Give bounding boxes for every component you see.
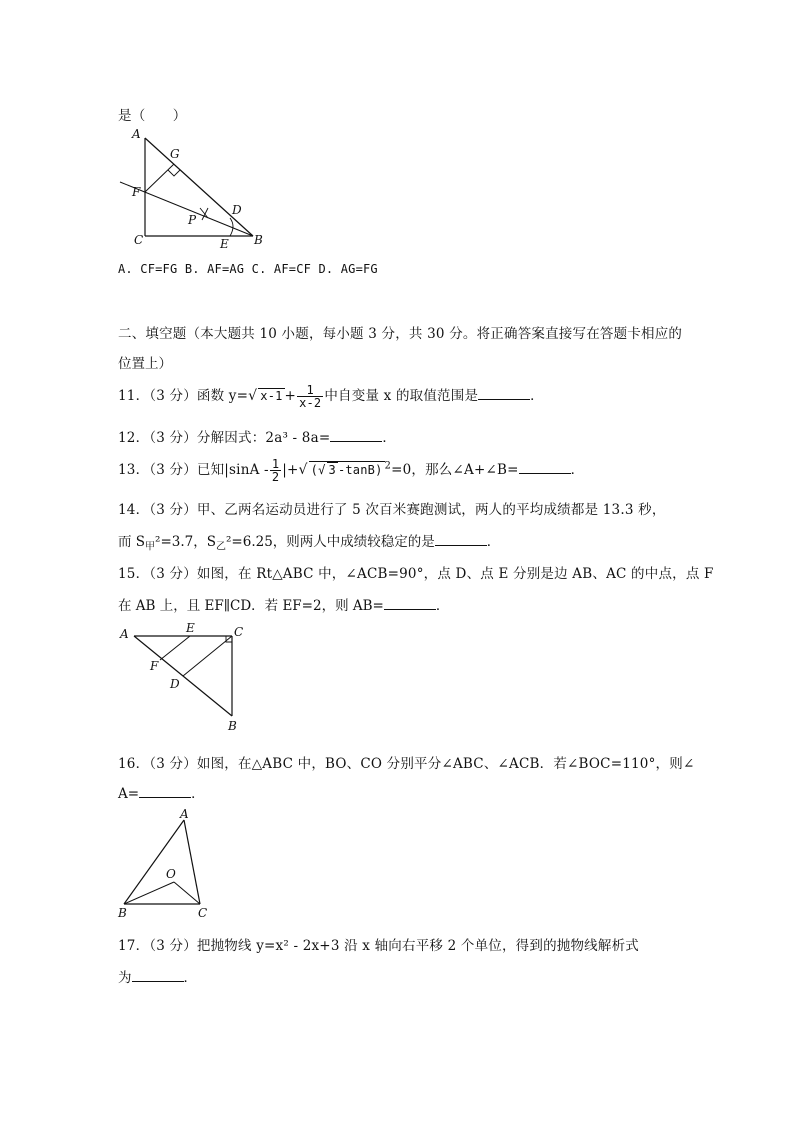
- q16-line2-text: A=: [118, 786, 140, 802]
- q13-fraction: [270, 458, 281, 483]
- q14-sub-yi: 乙: [216, 541, 226, 553]
- q13-sqrt-close: ): [375, 463, 383, 477]
- q13-power: 2: [384, 460, 392, 472]
- q13-inner-sqrt: 3: [328, 463, 336, 477]
- q10-label-g: G: [170, 147, 180, 161]
- q10-label-f: F: [132, 185, 141, 199]
- q14-line2: [118, 530, 500, 553]
- q15-segment-cd: [183, 636, 232, 676]
- q11-frac-num: 1: [297, 384, 323, 397]
- q15-answer-blank[interactable]: [384, 597, 436, 610]
- q16-side-ab: [124, 820, 184, 904]
- q10-label-d: D: [232, 203, 242, 217]
- q10-stem-tail: 是（ ）: [118, 108, 187, 124]
- q13-answer-blank[interactable]: [519, 461, 571, 474]
- q13-frac-num: 1: [271, 457, 280, 471]
- q14-line2-c: ²=6.25，则两人中成绩较稳定的是: [226, 534, 435, 550]
- q16-side-ac: [184, 820, 200, 904]
- q17-end: ．: [183, 970, 197, 986]
- q17-answer-blank[interactable]: [132, 969, 184, 982]
- q17-line1: 17．（3 分）把抛物线 y=x² - 2x+3 沿 x 轴向右平移 2 个单位，得到的抛物线解析式: [118, 938, 639, 954]
- q10-arc-p2: [202, 208, 208, 220]
- q13-prefix: 13．（3 分）已知|sinA -: [118, 462, 269, 478]
- q13-radical-sign: √: [298, 462, 308, 478]
- q11-sqrt-arg: x-1: [260, 389, 283, 403]
- q14-line2-a: 而 S: [118, 534, 146, 550]
- q16-answer-blank[interactable]: [139, 785, 191, 798]
- q16-label-b: B: [118, 906, 127, 920]
- q17-line2: [118, 966, 197, 986]
- q15-label-a: A: [120, 627, 129, 641]
- q11-suffix: 中自变量 x 的取值范围是: [324, 388, 479, 404]
- q12-prefix: 12．（3 分）分解因式：2a³ - 8a=: [118, 430, 331, 446]
- q15-end: ．: [435, 598, 450, 614]
- q16-figure: [114, 806, 224, 922]
- q14-line1: 14．（3 分）甲、乙两名运动员进行了 5 次百米赛跑测试，两人的平均成绩都是 13.3 秒，: [118, 502, 666, 518]
- q16-end: ．: [191, 786, 205, 802]
- q16-label-c: C: [198, 906, 208, 920]
- q15-label-f: F: [150, 659, 159, 673]
- q12: [118, 426, 396, 446]
- q13-outer-sqrt: [309, 461, 385, 477]
- q16-line1: 16．（3 分）如图，在△ABC 中，BO、CO 分别平分∠ABC、∠ACB．若∠BOC=110°，则∠: [118, 756, 695, 772]
- q16-label-a: A: [180, 807, 189, 821]
- q13-mid: |+: [282, 462, 299, 478]
- q13-inner-radical-sign: √: [318, 463, 326, 477]
- q11-end: ．: [530, 388, 544, 404]
- q13-suffix: =0，那么∠A+∠B=: [391, 462, 519, 478]
- q12-end: ．: [382, 430, 397, 446]
- q10-right-angle-g: [168, 170, 180, 176]
- q11-frac-den: x-2: [299, 396, 322, 410]
- q10-label-c: C: [134, 233, 144, 247]
- section2-title-line1: 二、填空题（本大题共 10 小题，每小题 3 分，共 30 分。将正确答案直接写在答题卡相应的: [118, 326, 683, 342]
- q13-sqrt-open: (: [310, 463, 319, 477]
- q15-label-c: C: [234, 625, 244, 639]
- q10-options: A. CF=FG B. AF=AG C. AF=CF D. AG=FG: [118, 262, 378, 276]
- q15-line1: 15．（3 分）如图，在 Rt△ABC 中，∠ACB=90°，点 D、点 E 分别是边 AB、AC 的中点，点 F: [118, 566, 714, 582]
- q13-frac-den: 2: [271, 470, 280, 484]
- q15-label-d: D: [170, 677, 180, 691]
- q14-line2-b: ²=3.7，S: [155, 534, 216, 550]
- q14-sub-jia: 甲: [145, 541, 156, 553]
- q15-line2: [118, 594, 449, 614]
- q13-inner-rest: -tanB: [337, 463, 376, 477]
- q15-segment-ef: [160, 636, 190, 660]
- q16-label-o: O: [166, 867, 176, 881]
- section2-title-line2: 位置上）: [118, 356, 172, 372]
- q16-line2: [118, 782, 205, 802]
- q11-prefix: 11．（3 分）函数 y=: [118, 388, 249, 404]
- q10-figure: [112, 124, 272, 254]
- q11-answer-blank[interactable]: [478, 387, 530, 400]
- q10-segment-fg: [145, 164, 174, 192]
- q10-side-ab: [145, 138, 253, 236]
- q13-end: ．: [570, 462, 585, 478]
- q11-plus: +: [284, 388, 297, 404]
- q15-figure: [114, 620, 264, 738]
- q10-label-e: E: [220, 237, 229, 251]
- q11: [118, 384, 544, 409]
- q10-label-b: B: [254, 233, 263, 247]
- q11-fraction: [297, 384, 323, 409]
- q11-radical-sign: √: [248, 388, 258, 404]
- q15-line2-text: 在 AB 上，且 EF∥CD．若 EF=2，则 AB=: [118, 598, 384, 614]
- q10-label-p: P: [188, 213, 197, 227]
- q14-end: ．: [486, 534, 501, 550]
- q15-label-b: B: [228, 719, 237, 733]
- q17-line2-text: 为: [118, 970, 132, 986]
- q10-label-a: A: [132, 127, 141, 141]
- q15-label-e: E: [186, 621, 195, 635]
- q14-answer-blank[interactable]: [435, 533, 487, 546]
- q13: [118, 458, 584, 483]
- q12-answer-blank[interactable]: [330, 429, 382, 442]
